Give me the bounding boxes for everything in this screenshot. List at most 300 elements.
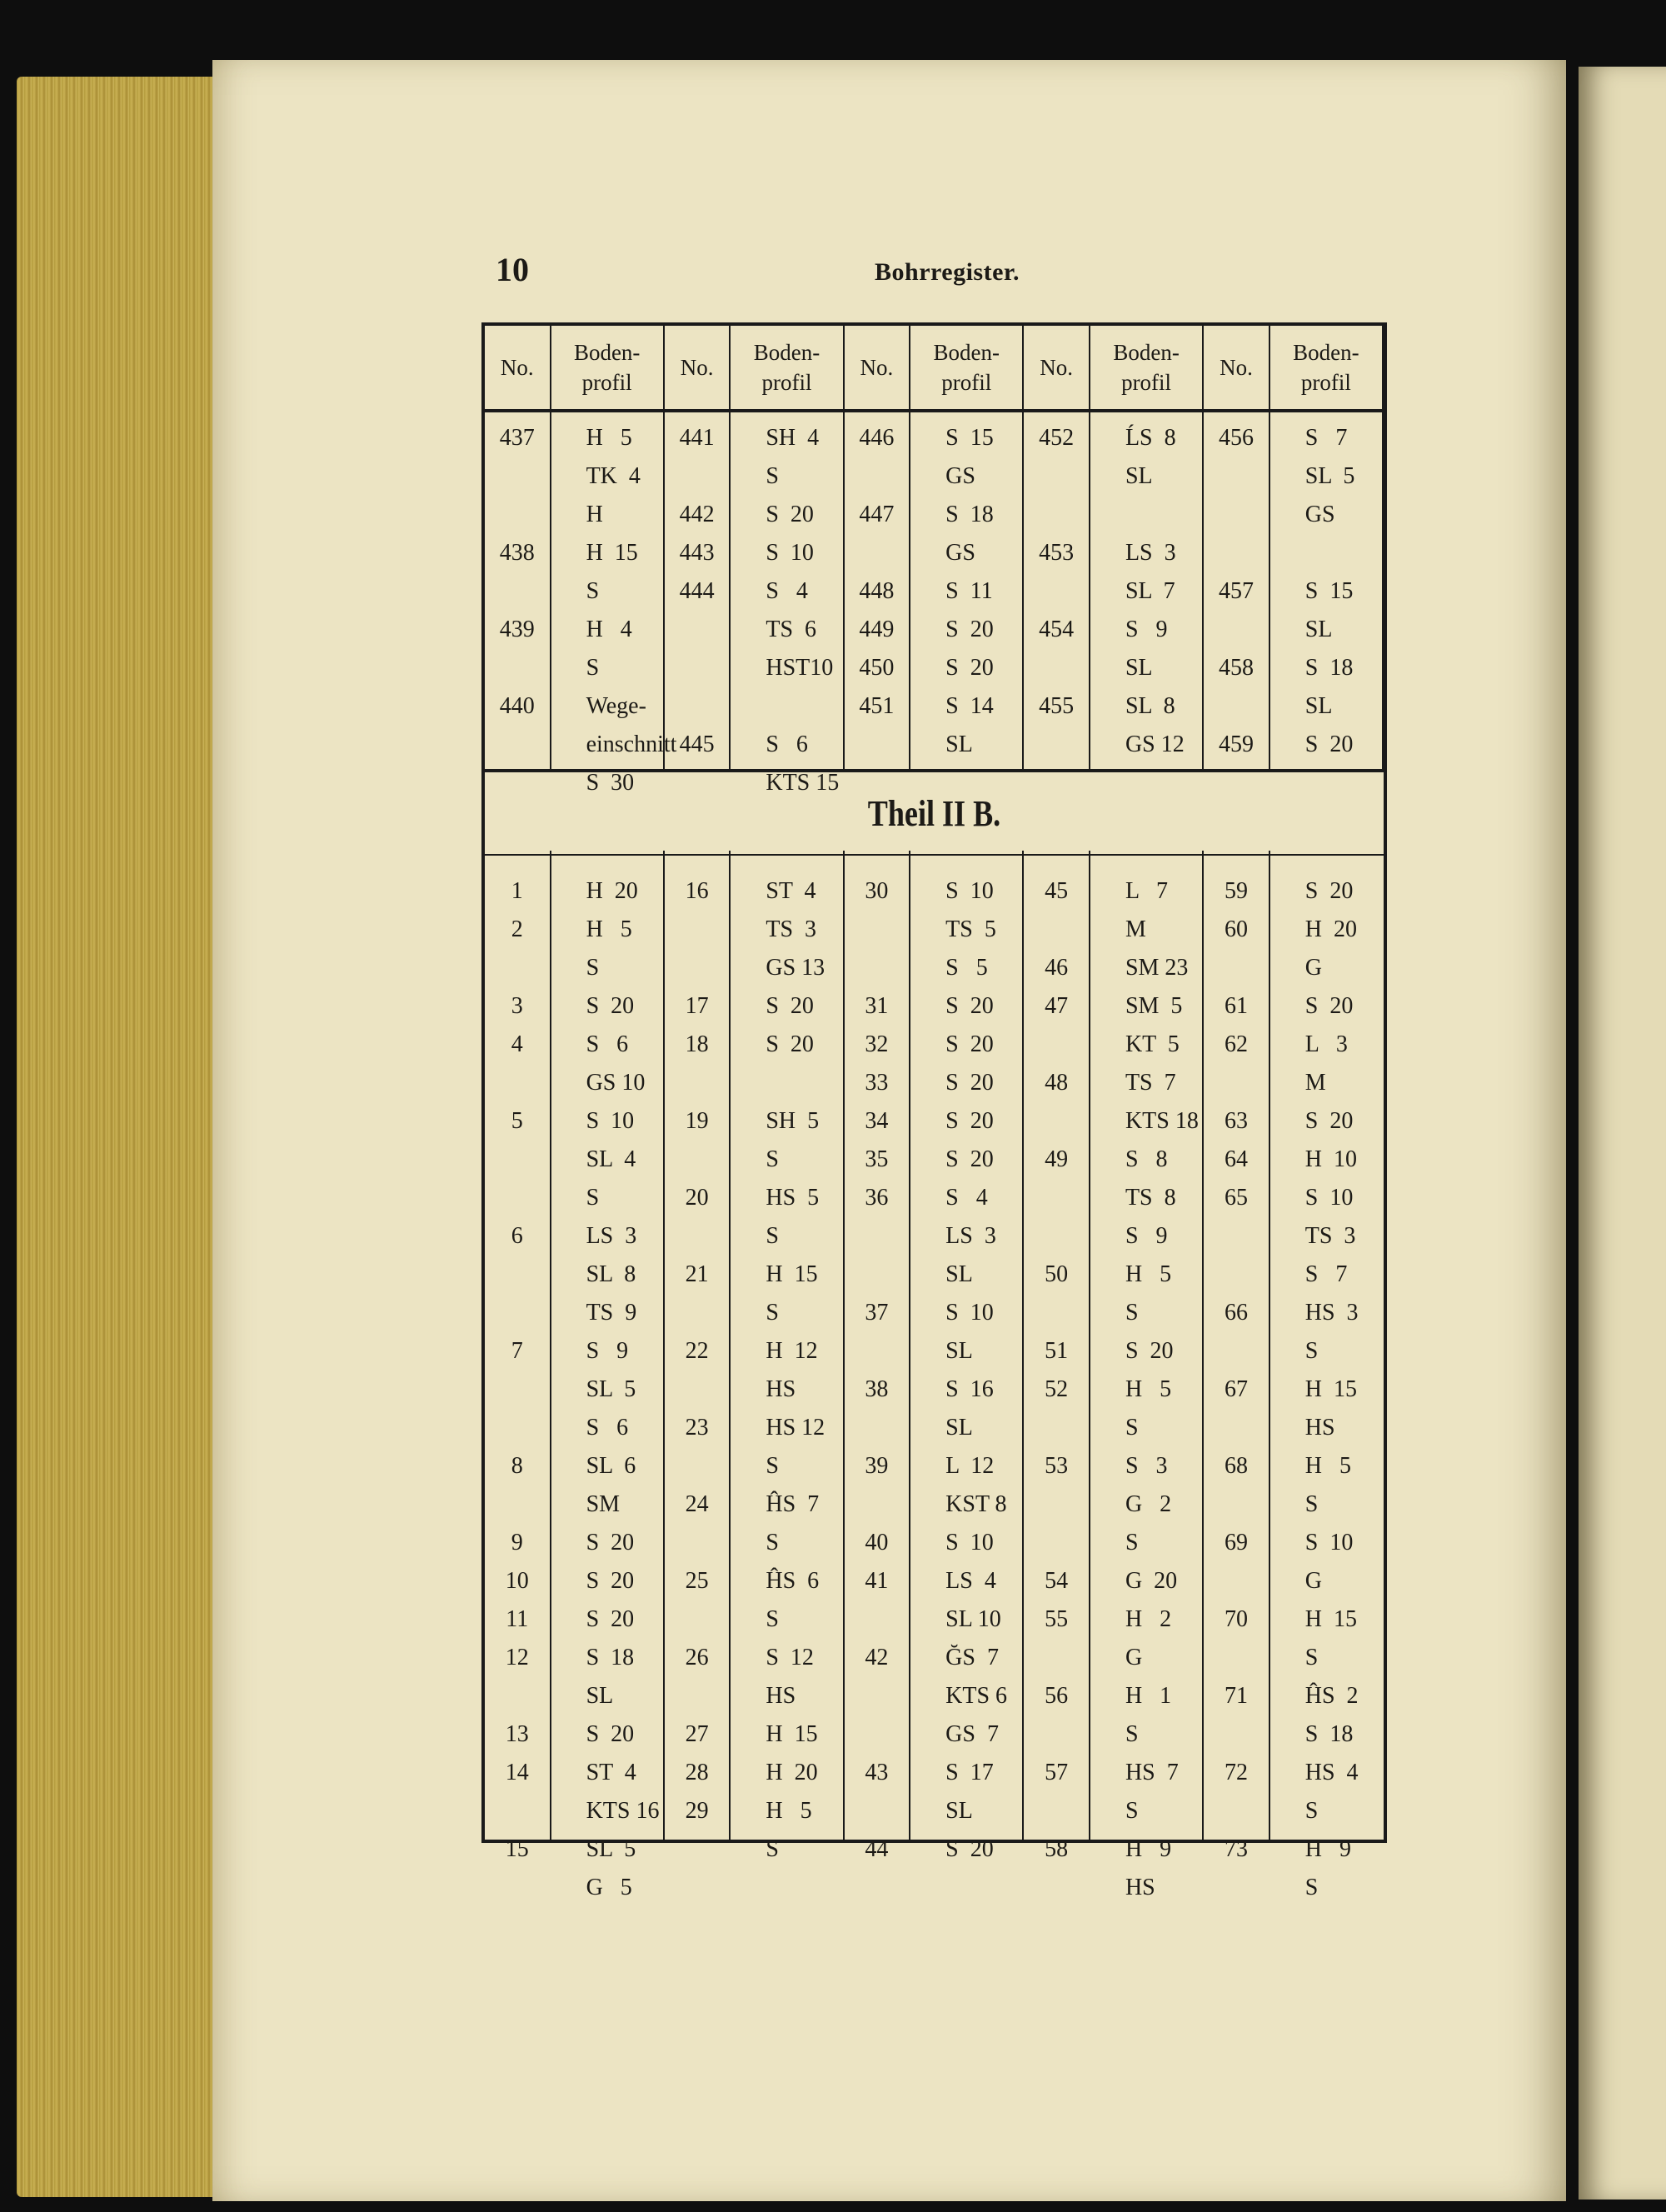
- boring-number: [1204, 687, 1269, 726]
- boring-number: 442: [679, 502, 715, 527]
- soil-profile-entry: G 2: [1125, 1491, 1172, 1517]
- soil-profile-entry: H 20: [1304, 916, 1357, 942]
- boring-number: 11: [506, 1606, 529, 1632]
- boring-number: 51: [1045, 1338, 1069, 1364]
- profil-column-4: [1090, 326, 1204, 769]
- boring-number: 444: [679, 578, 715, 604]
- soil-profile-entry: S 10: [766, 540, 814, 566]
- soil-profile-entry: S 12: [766, 1645, 814, 1670]
- soil-profile-entry: Wege-: [586, 693, 646, 719]
- boring-number: [845, 1409, 910, 1447]
- soil-profile-entry: SL 10: [945, 1606, 1001, 1632]
- boring-number: [485, 1792, 550, 1830]
- boring-number: [665, 457, 730, 496]
- boring-number: [1024, 1715, 1089, 1754]
- soil-profile-entry: KST 8: [945, 1491, 1007, 1517]
- boring-number: 44: [865, 1836, 889, 1862]
- soil-profile-entry: S 20: [945, 655, 994, 681]
- boring-number: [485, 1869, 550, 1907]
- header-no-label: No.: [1220, 354, 1253, 380]
- soil-profile-entry: ĹS 8: [1125, 425, 1176, 451]
- soil-profile-entry: S 6: [586, 1415, 629, 1441]
- boring-number: [1204, 1332, 1269, 1371]
- boring-number: 12: [505, 1645, 529, 1670]
- soil-profile-entry: SL: [945, 1338, 973, 1364]
- boring-number: [1024, 1485, 1089, 1524]
- soil-profile-entry: S 3: [1125, 1453, 1168, 1479]
- soil-profile-entry: SL: [945, 1261, 973, 1287]
- soil-profile-entry: S: [1125, 1530, 1139, 1555]
- boring-number: [665, 911, 730, 949]
- header-bodenprofil: [731, 326, 842, 412]
- boring-number: [665, 1371, 730, 1409]
- boring-number: 455: [1039, 693, 1075, 719]
- soil-profile-entry: S 7: [1304, 1261, 1348, 1287]
- soil-profile-entry: TK 4: [586, 463, 641, 489]
- boring-number: [665, 1217, 730, 1256]
- soil-profile-entry: [1090, 496, 1202, 534]
- boring-number: [665, 1600, 730, 1639]
- profil-column-1: [551, 851, 665, 1900]
- boring-number: 49: [1045, 1146, 1069, 1172]
- soil-profile-entry: S 9: [1125, 617, 1168, 642]
- boring-number: 452: [1039, 425, 1075, 451]
- soil-profile-entry: SL: [1304, 617, 1333, 642]
- no-column-2: [665, 326, 731, 769]
- soil-profile-entry: S: [1125, 1798, 1139, 1824]
- boring-number: [1204, 496, 1269, 534]
- boring-number: 451: [859, 693, 895, 719]
- soil-profile-entry: S 9: [586, 1338, 629, 1364]
- running-title: Bohrregister.: [875, 258, 1020, 286]
- boring-number: [1024, 1026, 1089, 1064]
- soil-profile-entry: S 20: [586, 993, 635, 1019]
- boring-number: [665, 1524, 730, 1562]
- boring-number: [1204, 1715, 1269, 1754]
- boring-number: 58: [1045, 1836, 1069, 1862]
- soil-profile-entry: H 15: [766, 1261, 818, 1287]
- soil-profile-entry: S 20: [766, 993, 814, 1019]
- boring-number: 54: [1045, 1568, 1069, 1594]
- boring-number: [665, 1447, 730, 1485]
- boring-number: [1204, 1409, 1269, 1447]
- boring-number: 62: [1224, 1031, 1248, 1057]
- soil-profile-entry: SH 4: [766, 425, 820, 451]
- boring-number: 30: [865, 878, 889, 904]
- boring-number: 5: [511, 1108, 523, 1134]
- soil-profile-entry: G: [1125, 1645, 1143, 1670]
- soil-profile-entry: SL: [1125, 463, 1153, 489]
- boring-number: 13: [505, 1721, 529, 1747]
- soil-profile-entry: S 18: [586, 1645, 635, 1670]
- soil-profile-entry: S 10: [1304, 1530, 1354, 1555]
- boring-number: [665, 1677, 730, 1715]
- soil-profile-entry: GS: [945, 463, 975, 489]
- soil-profile-entry: SL 6: [586, 1453, 636, 1479]
- boring-number: 9: [511, 1530, 523, 1555]
- boring-number: [845, 1600, 910, 1639]
- boring-number: 17: [685, 993, 709, 1019]
- soil-profile-entry: TS 7: [1125, 1070, 1176, 1096]
- soil-profile-entry: S: [766, 1300, 779, 1326]
- boring-number: [1024, 1294, 1089, 1332]
- boring-number: 59: [1224, 878, 1248, 904]
- boring-number: 453: [1039, 540, 1075, 566]
- header-no: [1024, 326, 1089, 412]
- boring-number: [1024, 1792, 1089, 1830]
- boring-number: 32: [865, 1031, 889, 1057]
- header-profil-line1: Boden-: [1293, 339, 1359, 365]
- boring-number: 47: [1045, 993, 1069, 1019]
- section-band: [485, 769, 1384, 856]
- soil-profile-entry: S 16: [945, 1376, 994, 1402]
- soil-profile-entry: HS: [766, 1376, 796, 1402]
- soil-profile-entry: H 15: [586, 540, 638, 566]
- boring-number: 21: [685, 1261, 709, 1287]
- boring-number: [1024, 1869, 1089, 1907]
- soil-profile-entry: HS: [766, 1683, 796, 1709]
- soil-profile-entry: S 20: [945, 1031, 994, 1057]
- soil-profile-entry: H 2: [1125, 1606, 1172, 1632]
- boring-number: [845, 457, 910, 496]
- boring-number: [1204, 1485, 1269, 1524]
- header-profil-line1: Boden-: [573, 339, 641, 365]
- boring-number: [485, 1485, 550, 1524]
- soil-profile-entry: S: [766, 1530, 779, 1555]
- boring-number: [1204, 1792, 1269, 1830]
- boring-number: [1204, 1639, 1269, 1677]
- soil-profile-entry: [731, 687, 842, 726]
- soil-profile-entry: SL: [945, 1415, 973, 1441]
- soil-profile-entry: S: [1304, 1798, 1319, 1824]
- soil-profile-entry: ĤS 7: [766, 1491, 820, 1517]
- soil-profile-entry: SL 4: [586, 1146, 636, 1172]
- profil-column-3: [910, 326, 1024, 769]
- soil-profile-entry: KTS 18: [1125, 1108, 1199, 1134]
- header-profil-line2: profil: [1300, 370, 1351, 395]
- boring-number: [845, 1217, 910, 1256]
- soil-profile-entry: S: [586, 1185, 600, 1211]
- boring-number: [1024, 726, 1089, 764]
- boring-number: 441: [679, 425, 715, 451]
- boring-number: [485, 1064, 550, 1102]
- profil-column-2: [731, 851, 844, 1862]
- soil-profile-entry: S: [1304, 1875, 1319, 1900]
- soil-profile-entry: S: [766, 1453, 779, 1479]
- soil-profile-entry: [731, 1064, 842, 1102]
- boring-number: 2: [511, 916, 523, 942]
- boring-number: [485, 1371, 550, 1409]
- header-profil-line2: profil: [941, 370, 992, 395]
- no-column-5: [1204, 326, 1270, 769]
- boring-number: 31: [865, 993, 889, 1019]
- soil-profile-entry: H 9: [1304, 1836, 1351, 1862]
- boring-number: 64: [1224, 1146, 1248, 1172]
- soil-profile-entry: S 20: [945, 993, 994, 1019]
- boring-number: 35: [865, 1146, 889, 1172]
- soil-profile-entry: S 10: [945, 1300, 994, 1326]
- boring-number: [845, 1485, 910, 1524]
- header-no: [485, 326, 550, 412]
- soil-profile-entry: H 5: [1125, 1261, 1172, 1287]
- soil-profile-entry: S 20: [1304, 878, 1354, 904]
- soil-profile-entry: H: [586, 502, 603, 527]
- header-profil-line1: Boden-: [1113, 339, 1180, 365]
- boring-number: 42: [865, 1645, 889, 1670]
- soil-profile-entry: S 20: [945, 1070, 994, 1096]
- soil-profile-entry: S: [766, 1606, 779, 1632]
- soil-profile-entry: GS 10: [586, 1070, 646, 1096]
- boring-number: 7: [511, 1338, 523, 1364]
- boring-number: [485, 572, 550, 611]
- soil-profile-entry: S 20: [586, 1721, 635, 1747]
- soil-profile-entry: S 20: [945, 617, 994, 642]
- soil-profile-entry: H 5: [586, 425, 632, 451]
- soil-profile-entry: GS: [1304, 502, 1335, 527]
- boring-number: 10: [505, 1568, 529, 1594]
- boring-number: 14: [505, 1760, 529, 1785]
- boring-number: 22: [685, 1338, 709, 1364]
- soil-profile-entry: LS 3: [1125, 540, 1176, 566]
- soil-profile-entry: L 3: [1304, 1031, 1348, 1057]
- header-bodenprofil: [910, 326, 1022, 412]
- boring-number: 46: [1045, 955, 1069, 981]
- soil-profile-entry: G: [1304, 955, 1322, 981]
- soil-profile-entry: HS 12: [766, 1415, 826, 1441]
- soil-profile-entry: HST10: [766, 655, 834, 681]
- header-no-label: No.: [1040, 354, 1074, 380]
- soil-profile-entry: SM: [586, 1491, 621, 1517]
- soil-profile-entry: ĞS 7: [945, 1645, 999, 1670]
- soil-profile-entry: ST 4: [766, 878, 816, 904]
- boring-number: [1024, 1409, 1089, 1447]
- soil-profile-entry: SL 5: [586, 1836, 636, 1862]
- boring-number: [845, 726, 910, 764]
- boring-number: 438: [499, 540, 535, 566]
- soil-profile-entry: HS 3: [1304, 1300, 1359, 1326]
- page-number: 10: [496, 251, 529, 288]
- soil-profile-entry: SL 7: [1125, 578, 1175, 604]
- soil-profile-entry: S 5: [945, 955, 988, 981]
- boring-number: [485, 457, 550, 496]
- boring-number: 456: [1218, 425, 1254, 451]
- soil-profile-entry: H 1: [1125, 1683, 1172, 1709]
- boring-number: 20: [685, 1185, 709, 1211]
- no-column-4: [1024, 326, 1090, 769]
- boring-number: [1204, 949, 1269, 987]
- soil-profile-entry: S 14: [945, 693, 994, 719]
- boring-number: 50: [1045, 1261, 1069, 1287]
- boring-number: [1024, 911, 1089, 949]
- soil-profile-entry: S 4: [945, 1185, 988, 1211]
- boring-number: 445: [679, 732, 715, 757]
- profil-column-2: [731, 326, 844, 796]
- soil-profile-entry: TS 6: [766, 617, 817, 642]
- soil-profile-entry: S 20: [586, 1530, 635, 1555]
- no-column-3: [845, 851, 911, 1862]
- soil-profile-entry: SL 8: [1125, 693, 1175, 719]
- boring-number: [665, 687, 730, 726]
- soil-profile-entry: S 20: [1304, 732, 1354, 757]
- boring-number: 450: [859, 655, 895, 681]
- facing-page: [1579, 67, 1666, 2200]
- no-column-1: [485, 326, 551, 769]
- boring-number: 55: [1045, 1606, 1069, 1632]
- boring-number: 25: [685, 1568, 709, 1594]
- boring-number: 6: [511, 1223, 523, 1249]
- soil-profile-entry: SL: [945, 1798, 973, 1824]
- boring-number: [485, 1409, 550, 1447]
- soil-profile-entry: GS: [945, 540, 975, 566]
- soil-profile-entry: G 5: [586, 1875, 632, 1900]
- soil-profile-entry: S: [766, 1836, 779, 1862]
- boring-number: [845, 1715, 910, 1754]
- profil-column-5: [1270, 326, 1384, 769]
- boring-number: 43: [865, 1760, 889, 1785]
- boring-number: [1204, 1064, 1269, 1102]
- soil-profile-entry: H 15: [766, 1721, 818, 1747]
- soil-profile-entry: S 6: [586, 1031, 629, 1057]
- boring-number: 454: [1039, 617, 1075, 642]
- soil-profile-entry: H 9: [1125, 1836, 1172, 1862]
- soil-profile-entry: H 15: [1304, 1606, 1357, 1632]
- header-no-label: No.: [680, 354, 714, 380]
- boring-number: 67: [1224, 1376, 1248, 1402]
- soil-profile-entry: S 10: [1304, 1185, 1354, 1211]
- soil-profile-entry: TS 8: [1125, 1185, 1176, 1211]
- soil-profile-entry: H 15: [1304, 1376, 1357, 1402]
- boring-number: [665, 1294, 730, 1332]
- soil-profile-entry: S: [1304, 1645, 1319, 1670]
- boring-number: 66: [1224, 1300, 1248, 1326]
- soil-profile-entry: S: [586, 955, 600, 981]
- header-no: [845, 326, 910, 412]
- boring-number: [1204, 611, 1269, 649]
- soil-profile-entry: S: [766, 1223, 779, 1249]
- boring-number: [485, 1179, 550, 1217]
- boring-number: [485, 496, 550, 534]
- soil-profile-entry: GS 13: [766, 955, 826, 981]
- soil-profile-entry: GS 12: [1125, 732, 1185, 757]
- boring-number: [845, 949, 910, 987]
- boring-number: [485, 649, 550, 687]
- soil-profile-entry: SL: [1304, 693, 1333, 719]
- soil-profile-entry: HS 4: [1304, 1760, 1359, 1785]
- boring-number: [665, 949, 730, 987]
- boring-number: 446: [859, 425, 895, 451]
- boring-number: [1024, 1217, 1089, 1256]
- soil-profile-entry: S 6: [766, 732, 808, 757]
- boring-number: [485, 1256, 550, 1294]
- header-no-label: No.: [860, 354, 894, 380]
- header-bodenprofil: [551, 326, 663, 412]
- boring-number: 71: [1224, 1683, 1248, 1709]
- soil-profile-entry: S 20: [1304, 1108, 1354, 1134]
- header-profil-line2: profil: [581, 370, 632, 395]
- boring-number: 440: [499, 693, 535, 719]
- soil-profile-entry: H 12: [766, 1338, 818, 1364]
- no-column-5: [1204, 851, 1270, 1862]
- boring-number: 52: [1045, 1376, 1069, 1402]
- soil-profile-entry: HS 7: [1125, 1760, 1179, 1785]
- boring-number: 29: [685, 1798, 709, 1824]
- boring-number: 39: [865, 1453, 889, 1479]
- boring-number: [485, 1141, 550, 1179]
- soil-profile-entry: L 7: [1125, 878, 1169, 904]
- soil-profile-entry: S 20: [945, 1146, 994, 1172]
- soil-profile-entry: SL: [1125, 655, 1153, 681]
- soil-profile-entry: ST 4: [586, 1760, 636, 1785]
- boring-number: 26: [685, 1645, 709, 1670]
- soil-profile-entry: H 5: [1304, 1453, 1351, 1479]
- soil-profile-entry: S: [1125, 1300, 1139, 1326]
- header-no: [1204, 326, 1269, 412]
- soil-profile-entry: H 5: [1125, 1376, 1172, 1402]
- boring-number: [665, 649, 730, 687]
- boring-number: 48: [1045, 1070, 1069, 1096]
- boring-number: 4: [511, 1031, 523, 1057]
- boring-number: 72: [1224, 1760, 1248, 1785]
- soil-profile-entry: LS 3: [586, 1223, 637, 1249]
- boring-number: [1024, 649, 1089, 687]
- no-column-4: [1024, 851, 1090, 1862]
- header-no: [665, 326, 730, 412]
- soil-profile-entry: LS 3: [945, 1223, 996, 1249]
- no-column-3: [845, 326, 911, 769]
- soil-profile-entry: SL: [586, 1683, 614, 1709]
- boring-number: [665, 1064, 730, 1102]
- boring-number: [1204, 1256, 1269, 1294]
- soil-profile-entry: TS 9: [586, 1300, 637, 1326]
- soil-profile-entry: H 5: [586, 916, 632, 942]
- boring-number: 15: [505, 1836, 529, 1862]
- boring-number: [665, 1830, 730, 1869]
- soil-profile-entry: H 20: [586, 878, 638, 904]
- table-part-bottom: [485, 851, 1384, 1900]
- boring-number: [1204, 457, 1269, 496]
- soil-profile-entry: SL: [945, 732, 973, 757]
- soil-profile-entry: S 18: [1304, 1721, 1354, 1747]
- soil-profile-entry: LS 4: [945, 1568, 996, 1594]
- soil-profile-entry: GS 7: [945, 1721, 999, 1747]
- boring-number: 19: [685, 1108, 709, 1134]
- soil-profile-entry: S 20: [945, 1836, 994, 1862]
- no-column-1: [485, 851, 551, 1862]
- soil-profile-entry: TS 3: [1304, 1223, 1356, 1249]
- soil-profile-entry: S: [586, 655, 600, 681]
- boring-number: [485, 949, 550, 987]
- table-part-top: [485, 326, 1384, 796]
- boring-number: 61: [1224, 993, 1248, 1019]
- boring-number: 448: [859, 578, 895, 604]
- soil-profile-entry: S 10: [586, 1108, 635, 1134]
- soil-profile-entry: SH 5: [766, 1108, 820, 1134]
- header-profil-line1: Boden-: [933, 339, 1000, 365]
- soil-profile-entry: M: [1125, 916, 1146, 942]
- boring-number: [845, 1677, 910, 1715]
- boring-number: [845, 1332, 910, 1371]
- boring-number: 69: [1224, 1530, 1248, 1555]
- soil-profile-entry: S 10: [945, 1530, 994, 1555]
- soil-profile-entry: S 20: [1125, 1338, 1174, 1364]
- boring-number: 37: [865, 1300, 889, 1326]
- header-profil-line2: profil: [1121, 370, 1172, 395]
- soil-profile-entry: G: [1304, 1568, 1322, 1594]
- soil-profile-entry: SM 5: [1125, 993, 1183, 1019]
- boring-number: 53: [1045, 1453, 1069, 1479]
- soil-profile-entry: S 11: [945, 578, 993, 604]
- boring-number: 458: [1218, 655, 1254, 681]
